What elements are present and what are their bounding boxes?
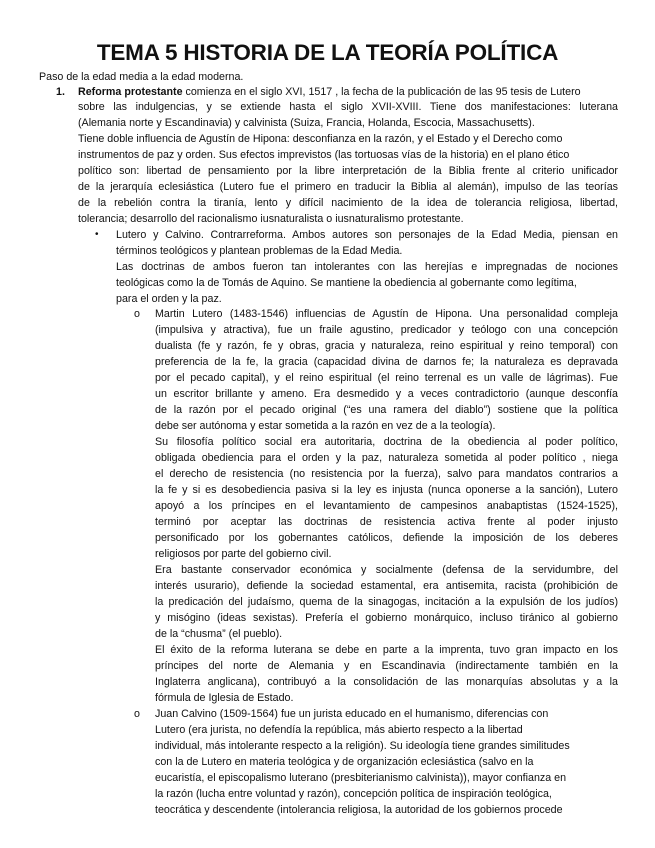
text-line: de la razón por el pecado original (“es una ramera del diablo”) sostiene que la política: [155, 404, 618, 416]
text-line: Inglaterra anglicana), contribuyó a la consolidación de las monarquías absolutas y a la: [155, 676, 618, 688]
text-line: obligada obediencia para el orden y la paz, naturaleza sometida al poder político , niega: [155, 452, 618, 464]
text-line: por el pecado capital), y el reino espiritual (el reino terrenal es un valle de lágrimas). Fue: [155, 372, 618, 384]
intro-line: Paso de la edad media a la edad moderna.: [39, 71, 244, 83]
text-line: personificado por los gobernantes católicos, defiende la imposición de los deberes: [155, 532, 618, 544]
text-line: Era bastante conservador económica y socialmente (defensa de la servidumbre, del: [155, 564, 618, 576]
text-line: la fe y si es desobediencia pasiva si la ley es injusta (nunca oponerse a la sanción), Lutero: [155, 484, 618, 496]
text-line: político son: libertad de pensamiento por la libre interpretación de la Biblia frente al criterio unificador: [78, 165, 618, 177]
text-line: Martin Lutero (1483-1546) influencias de Agustín de Hipona. Una personalidad compleja: [155, 308, 618, 320]
text-line: Lutero (era jurista, no defendía la república, más abierto respecto a la libertad: [155, 724, 523, 736]
text-line: apoyó a los príncipes en el levantamiento de campesinos anabaptistas (1524-1525),: [155, 500, 618, 512]
text-line-content: comienza en el siglo XVI, 1517 , la fecha de la publicación de las 95 tesis de Lutero: [182, 86, 581, 98]
text-line: eucaristía, el episcopalismo luterano (presbiterianismo calvinista)), mayor confianza en: [155, 772, 567, 784]
text-line: El éxito de la reforma luterana se debe en parte a la imprenta, tuvo gran impacto en los: [155, 644, 618, 656]
text-line: tolerancia; desarrollo del racionalismo iusnaturalista o iusnaturalismo protestante.: [78, 213, 464, 225]
text-line: Lutero y Calvino. Contrarreforma. Ambos autores son personajes de la Edad Media, piensan en: [116, 229, 618, 241]
text-line: el derecho de resistencia (no resistencia por la fuerza), salvo para mandatos contrarios a: [155, 468, 618, 480]
text-line: sobre las indulgencias, y se extiende hasta el siglo XVII-XVIII. Tiene dos manifestaciones: luterana: [78, 101, 618, 113]
text-line: un escritor brillante y ameno. Era desmedido y a veces contradictorio (aunque desconfía: [155, 388, 618, 400]
text-line: términos teológicos y plantean problemas de la Edad Media.: [116, 245, 403, 257]
text-line: interés usurario), defiende la sociedad estamental, era antisemita, racista (prohibición de: [155, 580, 618, 592]
bullet-icon: •: [95, 229, 99, 240]
text-line: debe ser autónoma y estar sometida a la razón en vez de a la teología).: [155, 420, 496, 432]
text-line: Juan Calvino (1509-1564) fue un jurista educado en el humanismo, diferencias con: [155, 708, 549, 720]
text-line: Su filosofía político social era autoritaria, doctrina de la obediencia al poder político,: [155, 436, 618, 448]
document-title: TEMA 5 HISTORIA DE LA TEORÍA POLÍTICA: [96, 40, 559, 65]
text-line: de la jerarquía eclesiástica (Lutero fue el primero en traducir la Biblia al alemán), impulso de las teorías: [78, 181, 618, 193]
text-line: preferencia de la fe, la gracia (capacidad divina de darnos fe; la naturaleza es depravada: [155, 356, 618, 368]
text-line: con la de Lutero en materia teológica y de organización eclesiástica (salvo en la: [155, 756, 534, 768]
text-line: príncipes del norte de Alemania y en Escandinavia (indirectamente también en la: [155, 660, 618, 672]
text-line: Tiene doble influencia de Agustín de Hipona: desconfianza en la razón, y el Estado y el Derecho como: [78, 133, 563, 145]
text-line: [78, 85, 581, 99]
text-line: para el orden y la paz.: [116, 293, 222, 305]
text-line: teocrática y descendente (intolerancia religiosa, la autoridad de los gobiernos procede: [155, 804, 563, 816]
text-line: teológicas como la de Tomás de Aquino. Se mantiene la obediencia al gobernante como legítima,: [116, 277, 577, 289]
text-line: dualista (fe y razón, fe y obras, gracia y naturaleza, reino espiritual y reino temporal) con: [155, 340, 618, 352]
text-line: Las doctrinas de ambos fueron tan intolerantes con las herejías e impregnadas de nociones: [116, 261, 618, 273]
text-line: y misógino (ideas sexistas). Prefería el gobierno monárquico, incluso tiránico al gobierno: [155, 612, 618, 624]
text-line: la razón (lucha entre voluntad y razón), concepción política de inspiración teológica,: [155, 788, 552, 800]
text-line: individual, más intolerante respecto a la religión). Su ideología tiene grandes similitudes: [155, 740, 570, 752]
sub-bullet-icon: o: [134, 708, 140, 720]
text-line: (impulsiva y atractiva), fue un fraile agustino, predicador y teólogo con una concepción: [155, 324, 618, 336]
text-line: de la rebelión contra la tiranía, lento y difícil nacimiento de la idea de tolerancia religiosa, libertad,: [78, 197, 618, 209]
section-heading: Reforma protestante: [78, 86, 183, 98]
text-line: fórmula de Iglesia de Estado.: [155, 692, 294, 704]
text-line: (Alemania norte y Escandinavia) y calvinista (Suiza, Francia, Holanda, Escocia, Massachusetts).: [78, 117, 535, 129]
text-line: terminó por aceptar las doctrinas de resistencia activa frente al poder injusto: [155, 516, 618, 528]
text-line: instrumentos de paz y orden. Sus efectos imprevistos (las tortuosas vías de la historia) en el plano ético: [78, 149, 570, 161]
sub-bullet-icon: o: [134, 308, 140, 320]
list-number: 1.: [56, 86, 65, 98]
text-line: religiosos por parte del gobierno civil.: [155, 548, 332, 560]
text-line: de la “chusma” (el pueblo).: [155, 628, 283, 640]
text-line: la predicación del judaísmo, quema de la sinagogas, incitación a la expulsión de los judíos): [155, 596, 618, 608]
